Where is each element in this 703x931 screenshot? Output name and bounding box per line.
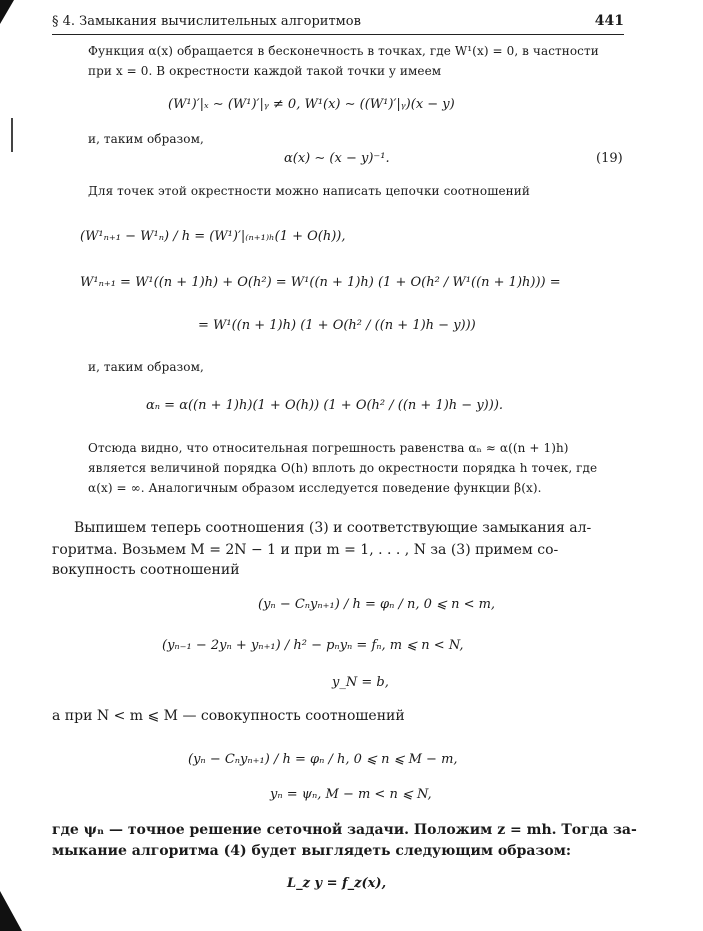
paragraph-5-line-2: является величиной порядка O(h) вплоть до окрестности порядка h точек, где [88,461,598,475]
system-1-equation-c: y_N = b, [332,675,389,690]
equation-chain-b: W¹ₙ₊₁ = W¹((n + 1)h) + O(h²) = W¹((n + 1)h) (1 + O(h² / W¹((n + 1)h))) = [80,275,561,290]
system-1-equation-b: (yₙ₋₁ − 2yₙ + yₙ₊₁) / h² − pₙyₙ = fₙ, m ⩽ n < N, [162,638,464,653]
system-1-equation-a: (yₙ − Cₙyₙ₊₁) / h = φₙ / n, 0 ⩽ n < m, [258,597,496,612]
equation-chain-a: (W¹ₙ₊₁ − W¹ₙ) / h = (W¹)′|₍ₙ₊₁₎ₕ(1 + O(h)), [80,229,346,244]
equation-1: (W¹)′|ₓ ∼ (W¹)′|ᵧ ≠ 0, W¹(x) ∼ ((W¹)′|ᵧ)(x − y) [168,97,455,112]
section-title: § 4. Замыкания вычислительных алгоритмов [52,14,361,29]
page-number: 441 [594,13,624,29]
paragraph-5-line-1: Отсюда видно, что относительная погрешность равенства αₙ ≈ α((n + 1)h) [88,441,569,455]
scan-shadow-bottom-left [0,891,22,931]
system-2-equation-a: (yₙ − Cₙyₙ₊₁) / h = φₙ / h, 0 ⩽ n ⩽ M − m, [188,752,458,767]
equation-19: α(x) ∼ (x − y)⁻¹. [284,151,390,166]
paragraph-8-line-1: где ψₙ — точное решение сеточной задачи. Положим z = mh. Тогда за- [52,822,637,838]
scan-shadow-top-left [0,0,14,24]
paragraph-2: и, таким образом, [88,132,204,146]
scan-margin-mark [11,118,13,152]
system-2-equation-b: yₙ = ψₙ, M − m < n ⩽ N, [270,787,432,802]
paragraph-1-line-2: при x = 0. В окрестности каждой такой точки y имеем [88,64,442,78]
closure-equation: L_z y = f_z(x), [287,876,387,891]
paragraph-4: и, таким образом, [88,360,204,374]
paragraph-7: а при N < m ⩽ M — совокупность соотношений [52,708,405,724]
equation-chain-c: = W¹((n + 1)h) (1 + O(h² / ((n + 1)h − y))) [198,318,476,333]
running-header [52,14,624,35]
paragraph-6-line-2: горитма. Возьмем M = 2N − 1 и при m = 1, . . . , N за (3) примем со- [52,542,559,558]
paragraph-6-line-1: Выпишем теперь соотношения (3) и соответствующие замыкания ал- [74,520,592,536]
equation-number-19: (19) [596,151,623,166]
paragraph-8-line-2: мыкание алгоритма (4) будет выглядеть следующим образом: [52,843,572,859]
paragraph-1-line-1: Функция α(x) обращается в бесконечность в точках, где W¹(x) = 0, в частности [88,44,599,58]
paragraph-5-line-3: α(x) = ∞. Аналогичным образом исследуется поведение функции β(x). [88,481,542,495]
paragraph-6-line-3: вокупность соотношений [52,562,240,578]
equation-alpha-n: αₙ = α((n + 1)h)(1 + O(h)) (1 + O(h² / ((n + 1)h − y))). [146,398,504,413]
paragraph-3: Для точек этой окрестности можно написать цепочки соотношений [88,184,530,198]
